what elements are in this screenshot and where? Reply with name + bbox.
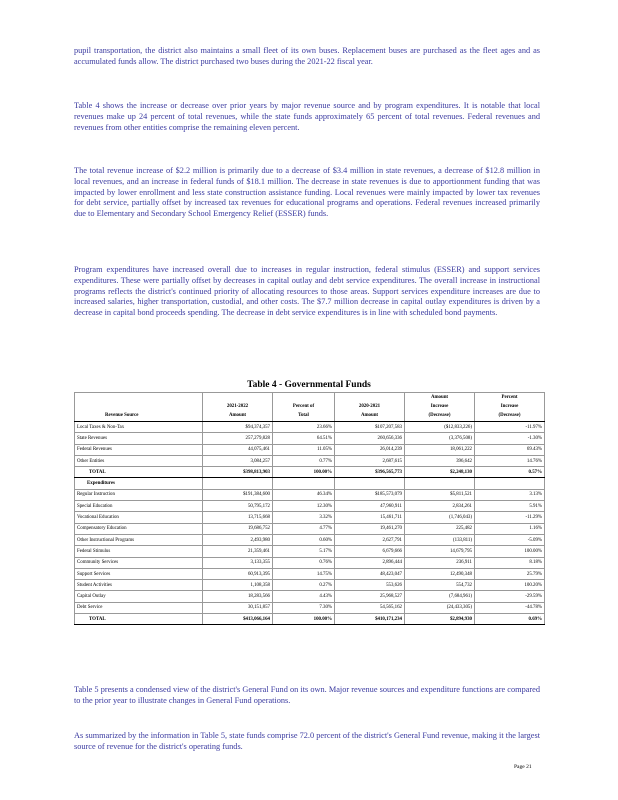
table-cell: 11.05% [273, 444, 335, 455]
table-cell: (1,746,043) [405, 512, 475, 523]
table-cell: 1,108,358 [203, 580, 273, 591]
table-cell: 69.43% [475, 444, 545, 455]
empty-cell [405, 478, 475, 489]
table-cell: 4.43% [273, 591, 335, 602]
table-cell: 100.20% [475, 580, 545, 591]
row-label: Vocational Education [75, 512, 203, 523]
paragraph-table5-intro: Table 5 presents a condensed view of the district's General Fund on its own. Major revenue sources and expenditure functions are compared to the prior year to illustrate changes in General Fund operations. [74, 685, 540, 705]
table-cell: -29.59% [475, 591, 545, 602]
table-cell: 18,061,222 [405, 444, 475, 455]
table-header-row [75, 393, 545, 422]
row-label: Other Entities [75, 455, 203, 466]
table-cell: 14.75% [273, 568, 335, 579]
table-cell: 0.76% [273, 557, 335, 568]
table-cell: 236,911 [405, 557, 475, 568]
table-cell: -44.78% [475, 602, 545, 613]
table-cell: 2,834,261 [405, 501, 475, 512]
expenditure-row [75, 512, 545, 523]
table-cell: (24,433,305) [405, 602, 475, 613]
table-cell: 60,913,395 [203, 568, 273, 579]
expenditure-row [75, 546, 545, 557]
table-cell: 5.17% [273, 546, 335, 557]
table-cell: 64.51% [273, 433, 335, 444]
table-cell: 25.79% [475, 568, 545, 579]
table-cell: 7.30% [273, 602, 335, 613]
paragraph-transportation: pupil transportation, the district also maintains a small fleet of its own buses. Replacement buses are purchased as the fleet ages and as accumulated funds allow. The district purchased two buses during the 2021-22 fiscal year. [74, 46, 540, 66]
table-cell: 2,687,615 [335, 455, 405, 466]
table-cell: 553,626 [335, 580, 405, 591]
expenditure-row [75, 557, 545, 568]
expenditure-row [75, 489, 545, 500]
table-cell: 18,283,566 [203, 591, 273, 602]
table-cell: 554,732 [405, 580, 475, 591]
paragraph-revenue-change: The total revenue increase of $2.2 million is primarily due to a decrease of $3.4 million in state revenues, a decrease of $12.8 million in local revenues, and an increase in federal funds of $18.1 million. The decrease in state revenues is due to apportionment funding that was impacted by lower enrollment and less state construction assistance funding. Local revenues were mainly impacted by lower tax revenues for debt service, partially offset by increased tax revenues for educational programs and operations. Federal revenues increased primarily due to Elementary and Secondary School Emergency Relief (ESSER) funds. [74, 166, 540, 219]
table-cell: (133,811) [405, 534, 475, 545]
header-2020-2021: 2020-2021 Amount [335, 393, 405, 422]
table-cell: $413,066,164 [203, 614, 273, 625]
expenditure-row [75, 501, 545, 512]
table-cell: 3,084,257 [203, 455, 273, 466]
table-cell: 5.91% [475, 501, 545, 512]
table-cell: 14,679,795 [405, 546, 475, 557]
table-cell: 4.77% [273, 523, 335, 534]
table-cell: 25,968,527 [335, 591, 405, 602]
table-cell: -11.29% [475, 512, 545, 523]
table-cell: 100.00% [273, 614, 335, 625]
expenditure-row [75, 602, 545, 613]
revenue-row [75, 433, 545, 444]
revenue-row [75, 444, 545, 455]
row-label: Debt Service [75, 602, 203, 613]
table-cell: 0.69% [475, 614, 545, 625]
table-cell: 47,960,911 [335, 501, 405, 512]
paragraph-table4-intro: Table 4 shows the increase or decrease over prior years by major revenue source and by program expenditures. It is notable that local revenues make up 24 percent of total revenues, while the state funds approximately 65 percent of total revenues. Federal revenues and revenues from other entities comprise the remaining eleven percent. [74, 101, 540, 132]
governmental-funds-table [74, 392, 545, 625]
table-cell: $185,573,079 [335, 489, 405, 500]
page-number: Page 21 [514, 764, 532, 770]
table-cell: 14.76% [475, 455, 545, 466]
row-label: TOTAL [75, 614, 203, 625]
empty-cell [273, 478, 335, 489]
expenditure-row [75, 591, 545, 602]
table-cell: 46.34% [273, 489, 335, 500]
row-label: State Revenues [75, 433, 203, 444]
header-amount-change: Amount Increase (Decrease) [405, 393, 475, 422]
table-cell: -11.97% [475, 422, 545, 433]
table-cell: 0.77% [273, 455, 335, 466]
table-cell: 3.13% [475, 489, 545, 500]
table-cell: 21,359,461 [203, 546, 273, 557]
table-cell: $396,565,773 [335, 467, 405, 478]
table-cell: 8.18% [475, 557, 545, 568]
row-label: Federal Stimulus [75, 546, 203, 557]
table-cell: 1.16% [475, 523, 545, 534]
revenue-total-row [75, 467, 545, 478]
table-cell: 19,686,752 [203, 523, 273, 534]
table-cell: $2,248,130 [405, 467, 475, 478]
expenditure-row [75, 580, 545, 591]
table-cell: -1.30% [475, 433, 545, 444]
row-label: Community Services [75, 557, 203, 568]
table-cell: $107,207,583 [335, 422, 405, 433]
expenditure-row [75, 568, 545, 579]
table-cell: -5.09% [475, 534, 545, 545]
header-source: Revenue Source [75, 393, 203, 422]
table-cell: $5,811,521 [405, 489, 475, 500]
table-cell: 2,627,791 [335, 534, 405, 545]
expenditure-total-row [75, 614, 545, 625]
expenditures-label: Expenditures [75, 478, 203, 489]
table-cell: 23.66% [273, 422, 335, 433]
empty-cell [203, 478, 273, 489]
row-label: Federal Revenues [75, 444, 203, 455]
table-cell: 0.57% [475, 467, 545, 478]
table-cell: 257,279,828 [203, 433, 273, 444]
table-cell: 26,014,239 [335, 444, 405, 455]
table-cell: 15,461,711 [335, 512, 405, 523]
table-cell: 3.32% [273, 512, 335, 523]
row-label: Other Instructional Programs [75, 534, 203, 545]
paragraph-state-funds-summary: As summarized by the information in Table 5, state funds comprise 72.0 percent of the district's General Fund revenue, making it the largest source of revenue for the district's operating funds. [74, 731, 540, 751]
table-cell: 6,679,666 [335, 546, 405, 557]
table-cell: $94,374,357 [203, 422, 273, 433]
empty-cell [475, 478, 545, 489]
table-cell: 2,896,444 [335, 557, 405, 568]
table-cell: 100.00% [273, 467, 335, 478]
table-cell: 2,493,980 [203, 534, 273, 545]
empty-cell [335, 478, 405, 489]
table-cell: 225,482 [405, 523, 475, 534]
row-label: Regular Instruction [75, 489, 203, 500]
table-cell: 19,461,270 [335, 523, 405, 534]
paragraph-program-expenditures: Program expenditures have increased overall due to increases in regular instruction, federal stimulus (ESSER) and support services expenditures. These were partially offset by decreases in capital outlay and debt service expenditures. The overall increase in instructional programs reflects the district's continued priority of allocating resources to those areas. Support services expenditure increases are due to increased salaries, higher transportation, custodial, and other costs. The $7.7 million decrease in capital outlay expenditures is driven by a decrease in capital bond proceeds spending. The decrease in debt service expenditures is in line with scheduled bond payments. [74, 265, 540, 318]
table-cell: ($12,833,226) [405, 422, 475, 433]
table-title: Table 4 - Governmental Funds [247, 380, 371, 390]
row-label: Local Taxes & Non-Tax [75, 422, 203, 433]
row-label: Capital Outlay [75, 591, 203, 602]
table-cell: 0.27% [273, 580, 335, 591]
expenditure-row [75, 523, 545, 534]
table-cell: 12.30% [273, 501, 335, 512]
revenue-row [75, 455, 545, 466]
table-cell: 260,656,336 [335, 433, 405, 444]
table-cell: 396,642 [405, 455, 475, 466]
revenue-row [75, 422, 545, 433]
table-cell: $191,384,600 [203, 489, 273, 500]
table-cell: 12,490,348 [405, 568, 475, 579]
table-cell: 100.00% [475, 546, 545, 557]
expenditures-section-row [75, 478, 545, 489]
table-cell: $410,171,234 [335, 614, 405, 625]
table-cell: 44,075,461 [203, 444, 273, 455]
header-percent-of-total: Percent of Total [273, 393, 335, 422]
table-cell: 3,133,355 [203, 557, 273, 568]
row-label: Special Education [75, 501, 203, 512]
expenditure-row [75, 534, 545, 545]
table-cell: 0.60% [273, 534, 335, 545]
header-percent-change: Percent Increase (Decrease) [475, 393, 545, 422]
row-label: TOTAL [75, 467, 203, 478]
table-cell: 30,151,857 [203, 602, 273, 613]
table-cell: 13,715,668 [203, 512, 273, 523]
row-label: Support Services [75, 568, 203, 579]
header-2021-2022: 2021-2022 Amount [203, 393, 273, 422]
table-cell: (7,684,961) [405, 591, 475, 602]
row-label: Student Activities [75, 580, 203, 591]
row-label: Compensatory Education [75, 523, 203, 534]
table-cell: 54,565,162 [335, 602, 405, 613]
table-cell: 48,423,047 [335, 568, 405, 579]
table-cell: $2,894,930 [405, 614, 475, 625]
table-cell: 50,795,172 [203, 501, 273, 512]
table-cell: $398,813,903 [203, 467, 273, 478]
table-cell: (3,376,508) [405, 433, 475, 444]
